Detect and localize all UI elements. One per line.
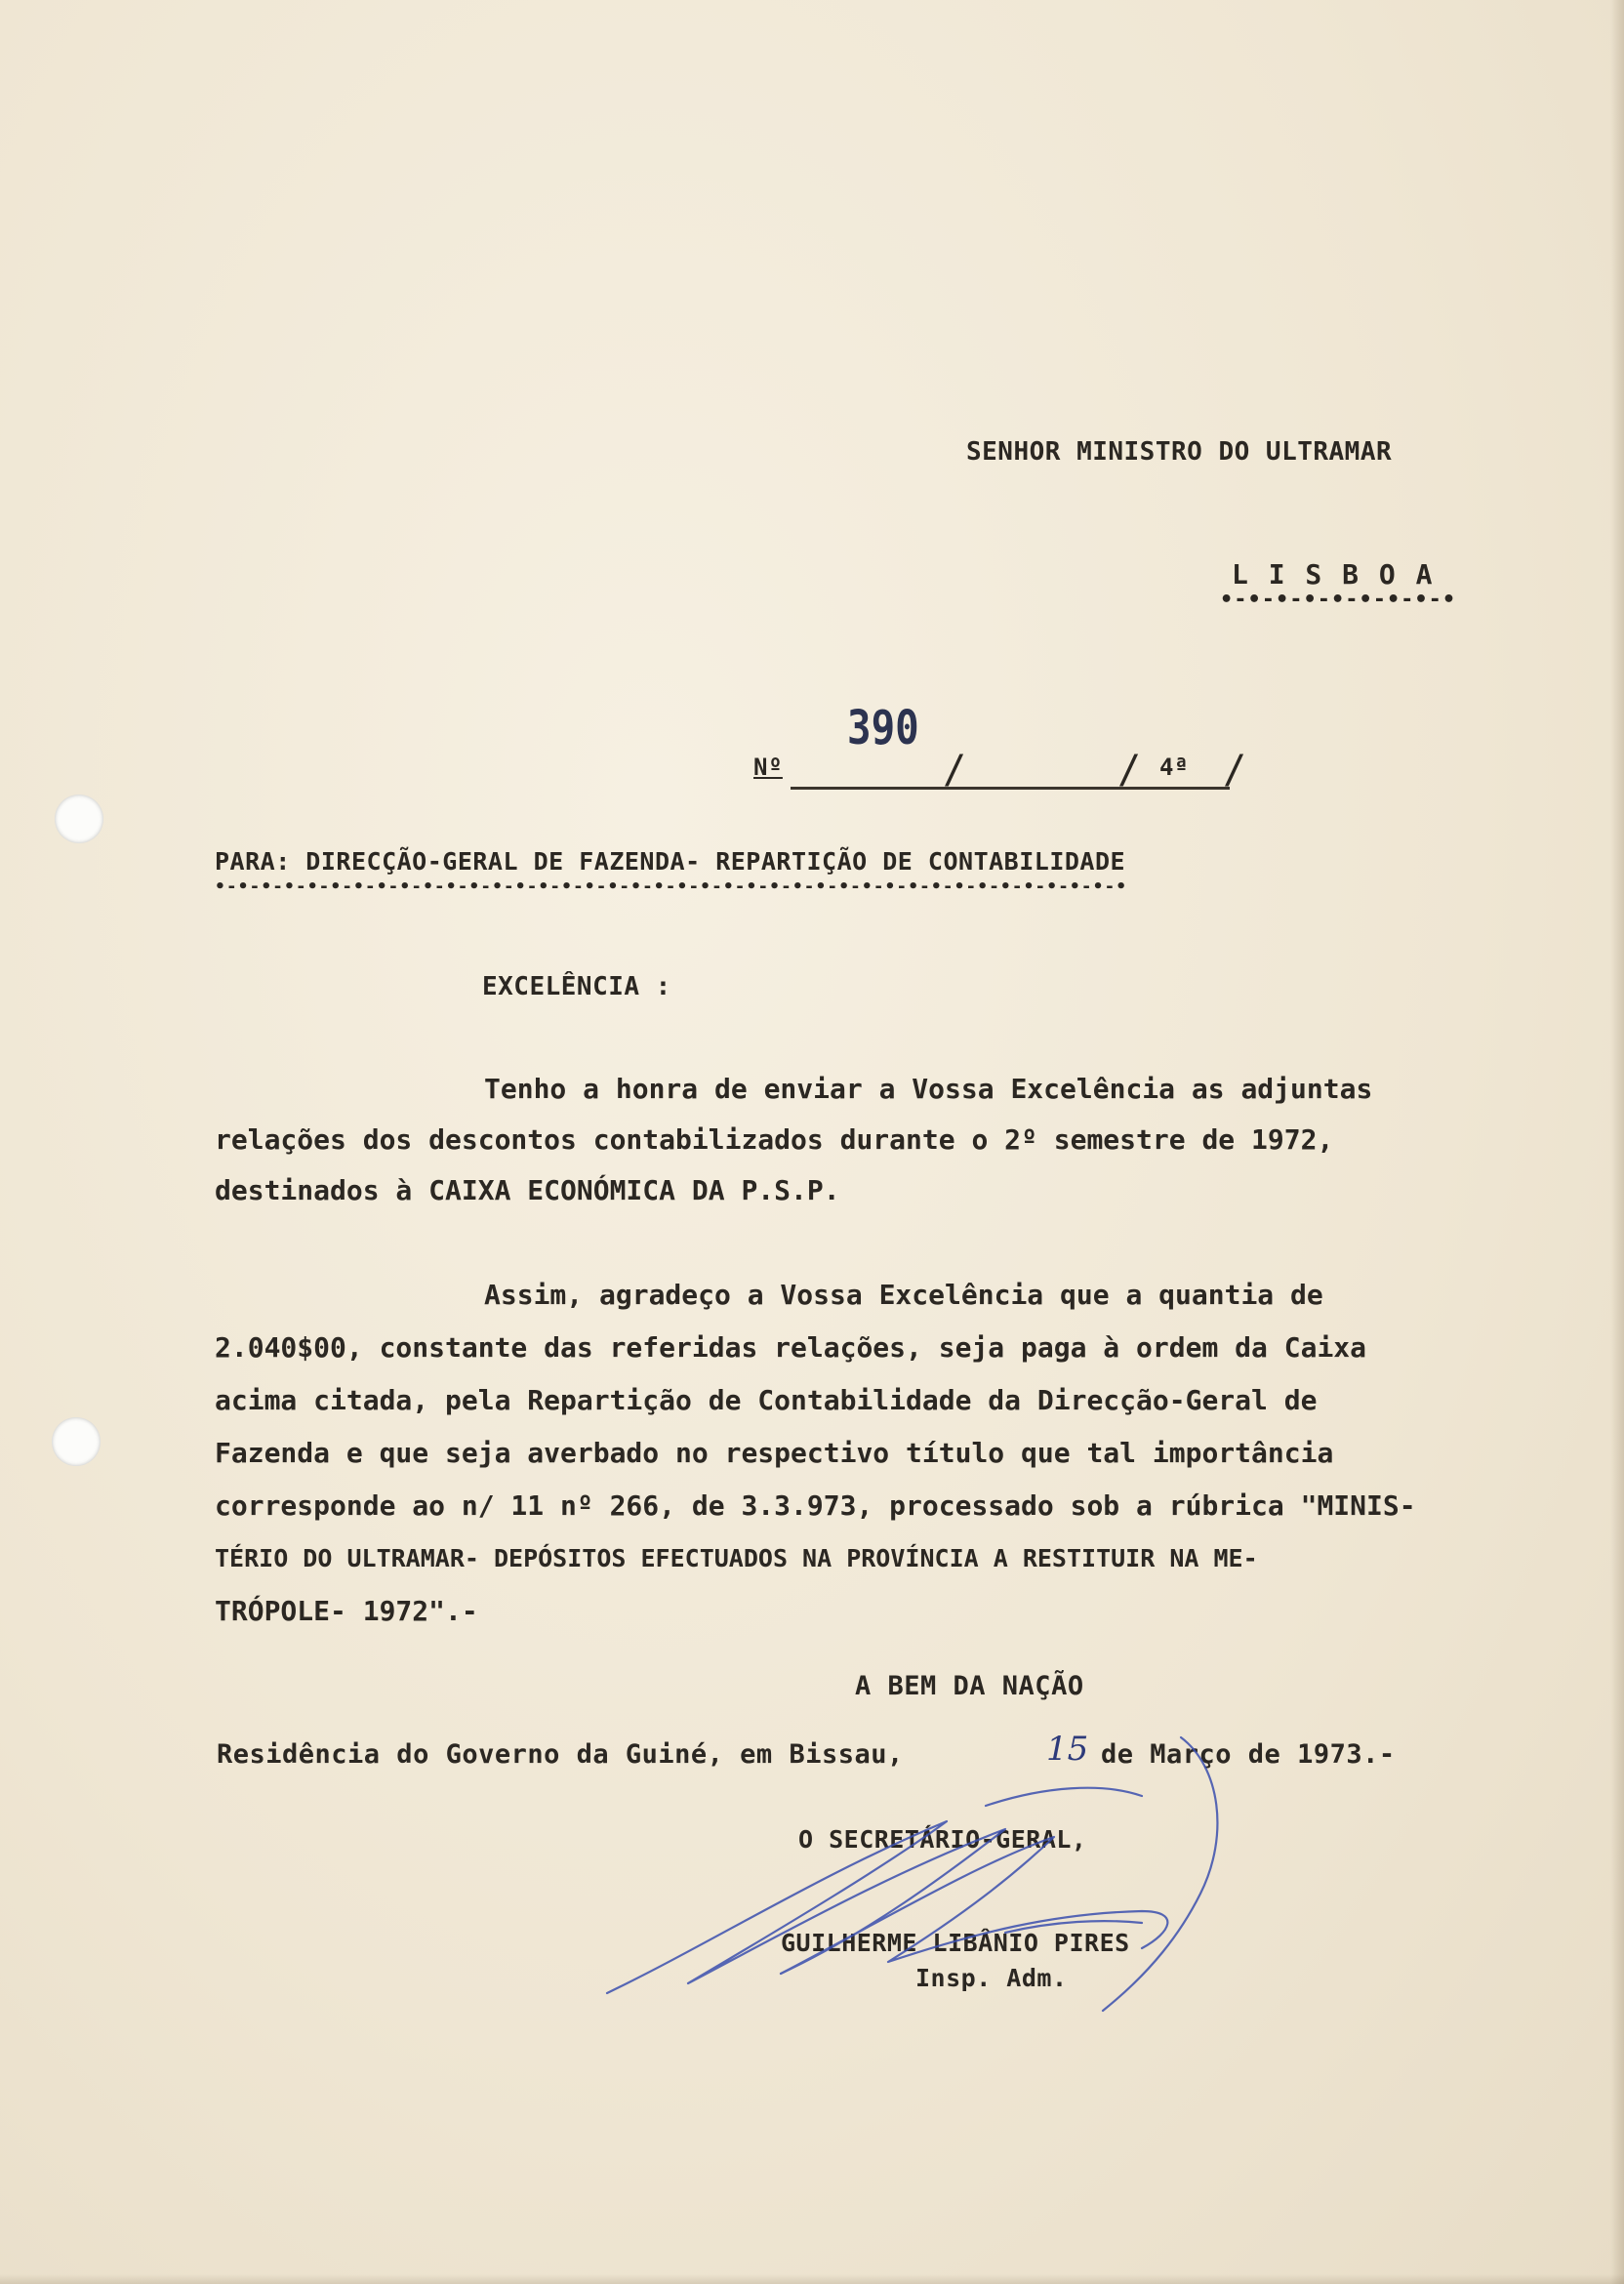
reference-slash-3: / — [1223, 748, 1247, 793]
punch-hole-top — [55, 795, 103, 843]
paragraph-2-line: Assim, agradeço a Vossa Excelência que a quantia de — [484, 1279, 1323, 1311]
salutation: EXCELÊNCIA : — [482, 972, 671, 1001]
signatory-name: GUILHERME LIBÂNIO PIRES — [781, 1929, 1130, 1957]
reference-stamp-number: 390 — [847, 701, 919, 755]
handwritten-signature — [595, 1728, 1279, 2020]
paragraph-2-line: corresponde ao n/ 11 nº 266, de 3.3.973, processado sob a rúbrica "MINIS- — [215, 1489, 1416, 1522]
addressee-city: L I S B O A — [1232, 558, 1435, 591]
paragraph-2-line: Fazenda e que seja averbado no respectivo título que tal importância — [215, 1437, 1334, 1469]
signatory-rank: Insp. Adm. — [915, 1964, 1068, 1992]
paragraph-2-line: TÉRIO DO ULTRAMAR- DEPÓSITOS EFECTUADOS NA PROVÍNCIA A RESTITUIR NA ME- — [215, 1544, 1258, 1572]
place-date-prefix: Residência do Governo da Guiné, em Bissau, — [217, 1739, 904, 1770]
reference-slash-1: / — [943, 748, 967, 793]
paragraph-1-line: Tenho a honra de enviar a Vossa Excelência as adjuntas — [484, 1073, 1373, 1105]
reference-label: Nº — [753, 754, 783, 781]
addressee-city-underline: •-•-•-•-•-•-•-•-• — [1220, 588, 1457, 612]
paragraph-1 — [215, 1064, 1522, 1216]
signatory-role: O SECRETÁRIO-GERAL, — [798, 1825, 1087, 1854]
paper-edge-shadow — [1610, 0, 1624, 2284]
paragraph-1-line: destinados à CAIXA ECONÓMICA DA P.S.P. — [215, 1174, 840, 1206]
reference-suffix: 4ª — [1159, 754, 1189, 781]
addressee-title: SENHOR MINISTRO DO ULTRAMAR — [966, 437, 1393, 467]
closing-formula: A BEM DA NAÇÃO — [855, 1671, 1084, 1701]
recipient-underline: •-•-•-•-•-•-•-•-•-•-•-•-•-•-•-•-•-•-•-•-•-•-•-•-•-•-•-•-•-•-•-•-•-•-•-•-•-•-•-• — [215, 877, 1128, 897]
place-date-suffix: de Março de 1973.- — [1101, 1739, 1396, 1770]
recipient-line: PARA: DIRECÇÃO-GERAL DE FAZENDA- REPARTIÇÃO DE CONTABILIDADE — [215, 847, 1126, 876]
paragraph-2-line: TRÓPOLE- 1972".- — [215, 1595, 478, 1627]
paragraph-2-line: acima citada, pela Repartição de Contabilidade da Direcção-Geral de — [215, 1384, 1318, 1416]
reference-underline — [791, 787, 1230, 790]
punch-hole-bottom — [52, 1417, 101, 1466]
paper-bottom-edge — [0, 2274, 1624, 2284]
paragraph-1-line: relações dos descontos contabilizados durante o 2º semestre de 1972, — [215, 1123, 1334, 1156]
paragraph-2-line: 2.040$00, constante das referidas relações, seja paga à ordem da Caixa — [215, 1331, 1367, 1364]
paragraph-2 — [215, 1269, 1562, 1638]
handwritten-day: 15 — [1046, 1730, 1089, 1769]
reference-slash-2: / — [1117, 748, 1142, 793]
